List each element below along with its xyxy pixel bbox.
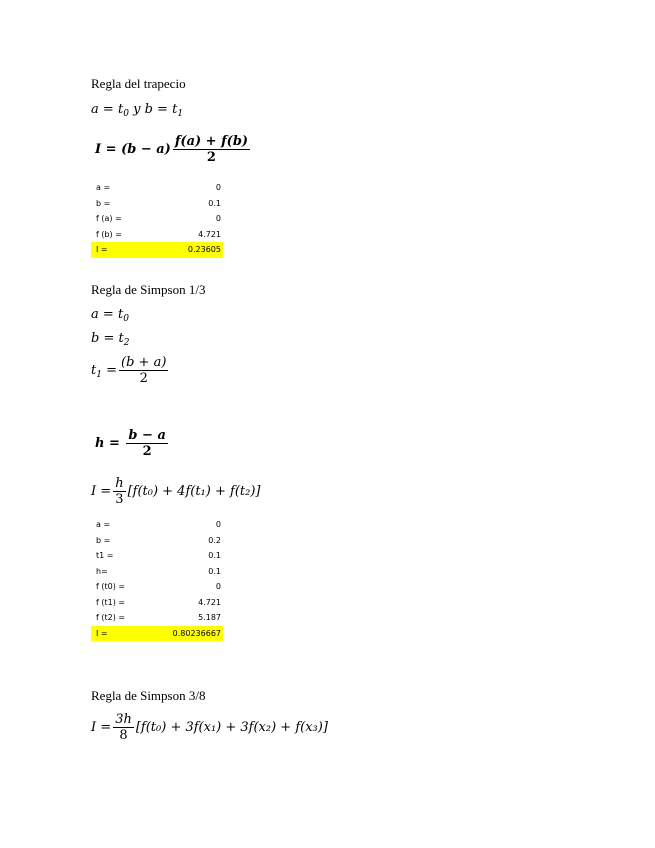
simpson38-integral-formula: I = $\frac{3h}{8}$ [f(t₀) + 3f(x₁) + 3f(x₂) + f(x₃)] — [91, 712, 328, 743]
row-value: 0.1 — [208, 198, 221, 208]
row-value: 4.721 — [198, 229, 221, 239]
result-label: I = — [96, 628, 108, 638]
row-value: 4.721 — [198, 597, 221, 607]
row-label: f (t0) = — [96, 582, 126, 591]
result-value: 0.23605 — [187, 245, 221, 254]
simpson13-h-formula: h = $\frac{b - a}{2}$ — [95, 428, 166, 459]
table-row — [91, 180, 223, 196]
row-label: b = — [96, 535, 111, 545]
table-row — [91, 533, 223, 549]
row-label: a = — [96, 183, 111, 192]
table-row — [91, 227, 223, 243]
simpson13-a-formula: $a = t_0$ — [91, 307, 129, 324]
result-row — [91, 242, 223, 258]
row-value: 0.1 — [208, 566, 221, 576]
row-value: 0.2 — [208, 535, 221, 545]
table-row — [91, 610, 223, 626]
row-value: 0 — [215, 582, 221, 591]
trapecio-table — [91, 180, 223, 258]
row-value: 0 — [215, 520, 221, 529]
table-row — [91, 211, 223, 227]
trapecio-def-formula: $a = t_0$ y $b = t_1$ — [91, 102, 184, 119]
result-row — [91, 626, 223, 642]
row-value: 0 — [215, 214, 221, 223]
simpson38-title: Regla de Simpson 3/8 — [91, 688, 206, 703]
row-label: a = — [96, 520, 111, 529]
simpson13-t1-formula: $t_1$ = $\frac{(b + a)}{2}$ — [91, 355, 167, 386]
simpson13-title: Regla de Simpson 1/3 — [91, 282, 206, 297]
row-label: t1 = — [96, 551, 114, 560]
table-row — [91, 196, 223, 212]
result-label: I = — [96, 245, 108, 254]
row-label: f (b) = — [96, 229, 122, 239]
row-label: f (a) = — [96, 214, 122, 223]
trapecio-title: Regla del trapecio — [91, 76, 186, 91]
row-label: f (t2) = — [96, 613, 126, 622]
row-label: h= — [96, 566, 108, 576]
table-row — [91, 579, 223, 595]
table-row — [91, 564, 223, 580]
row-value: 5.187 — [198, 613, 221, 622]
result-value: 0.80236667 — [172, 628, 221, 638]
simpson13-integral-formula: I = $\frac{h}{3}$ [f(t₀) + 4f(t₁) + f(t₂)] — [91, 476, 261, 507]
simpson13-b-formula: $b = t_2$ — [91, 331, 130, 348]
row-label: b = — [96, 198, 111, 208]
table-row — [91, 517, 223, 533]
table-row — [91, 548, 223, 564]
row-value: 0.1 — [208, 551, 221, 560]
simpson13-table — [91, 517, 223, 641]
row-value: 0 — [215, 183, 221, 192]
trapecio-integral-formula: I = (b − a) $\frac{f(a) + f(b)}{2}$ — [95, 134, 249, 165]
table-row — [91, 595, 223, 611]
row-label: f (t1) = — [96, 597, 126, 607]
